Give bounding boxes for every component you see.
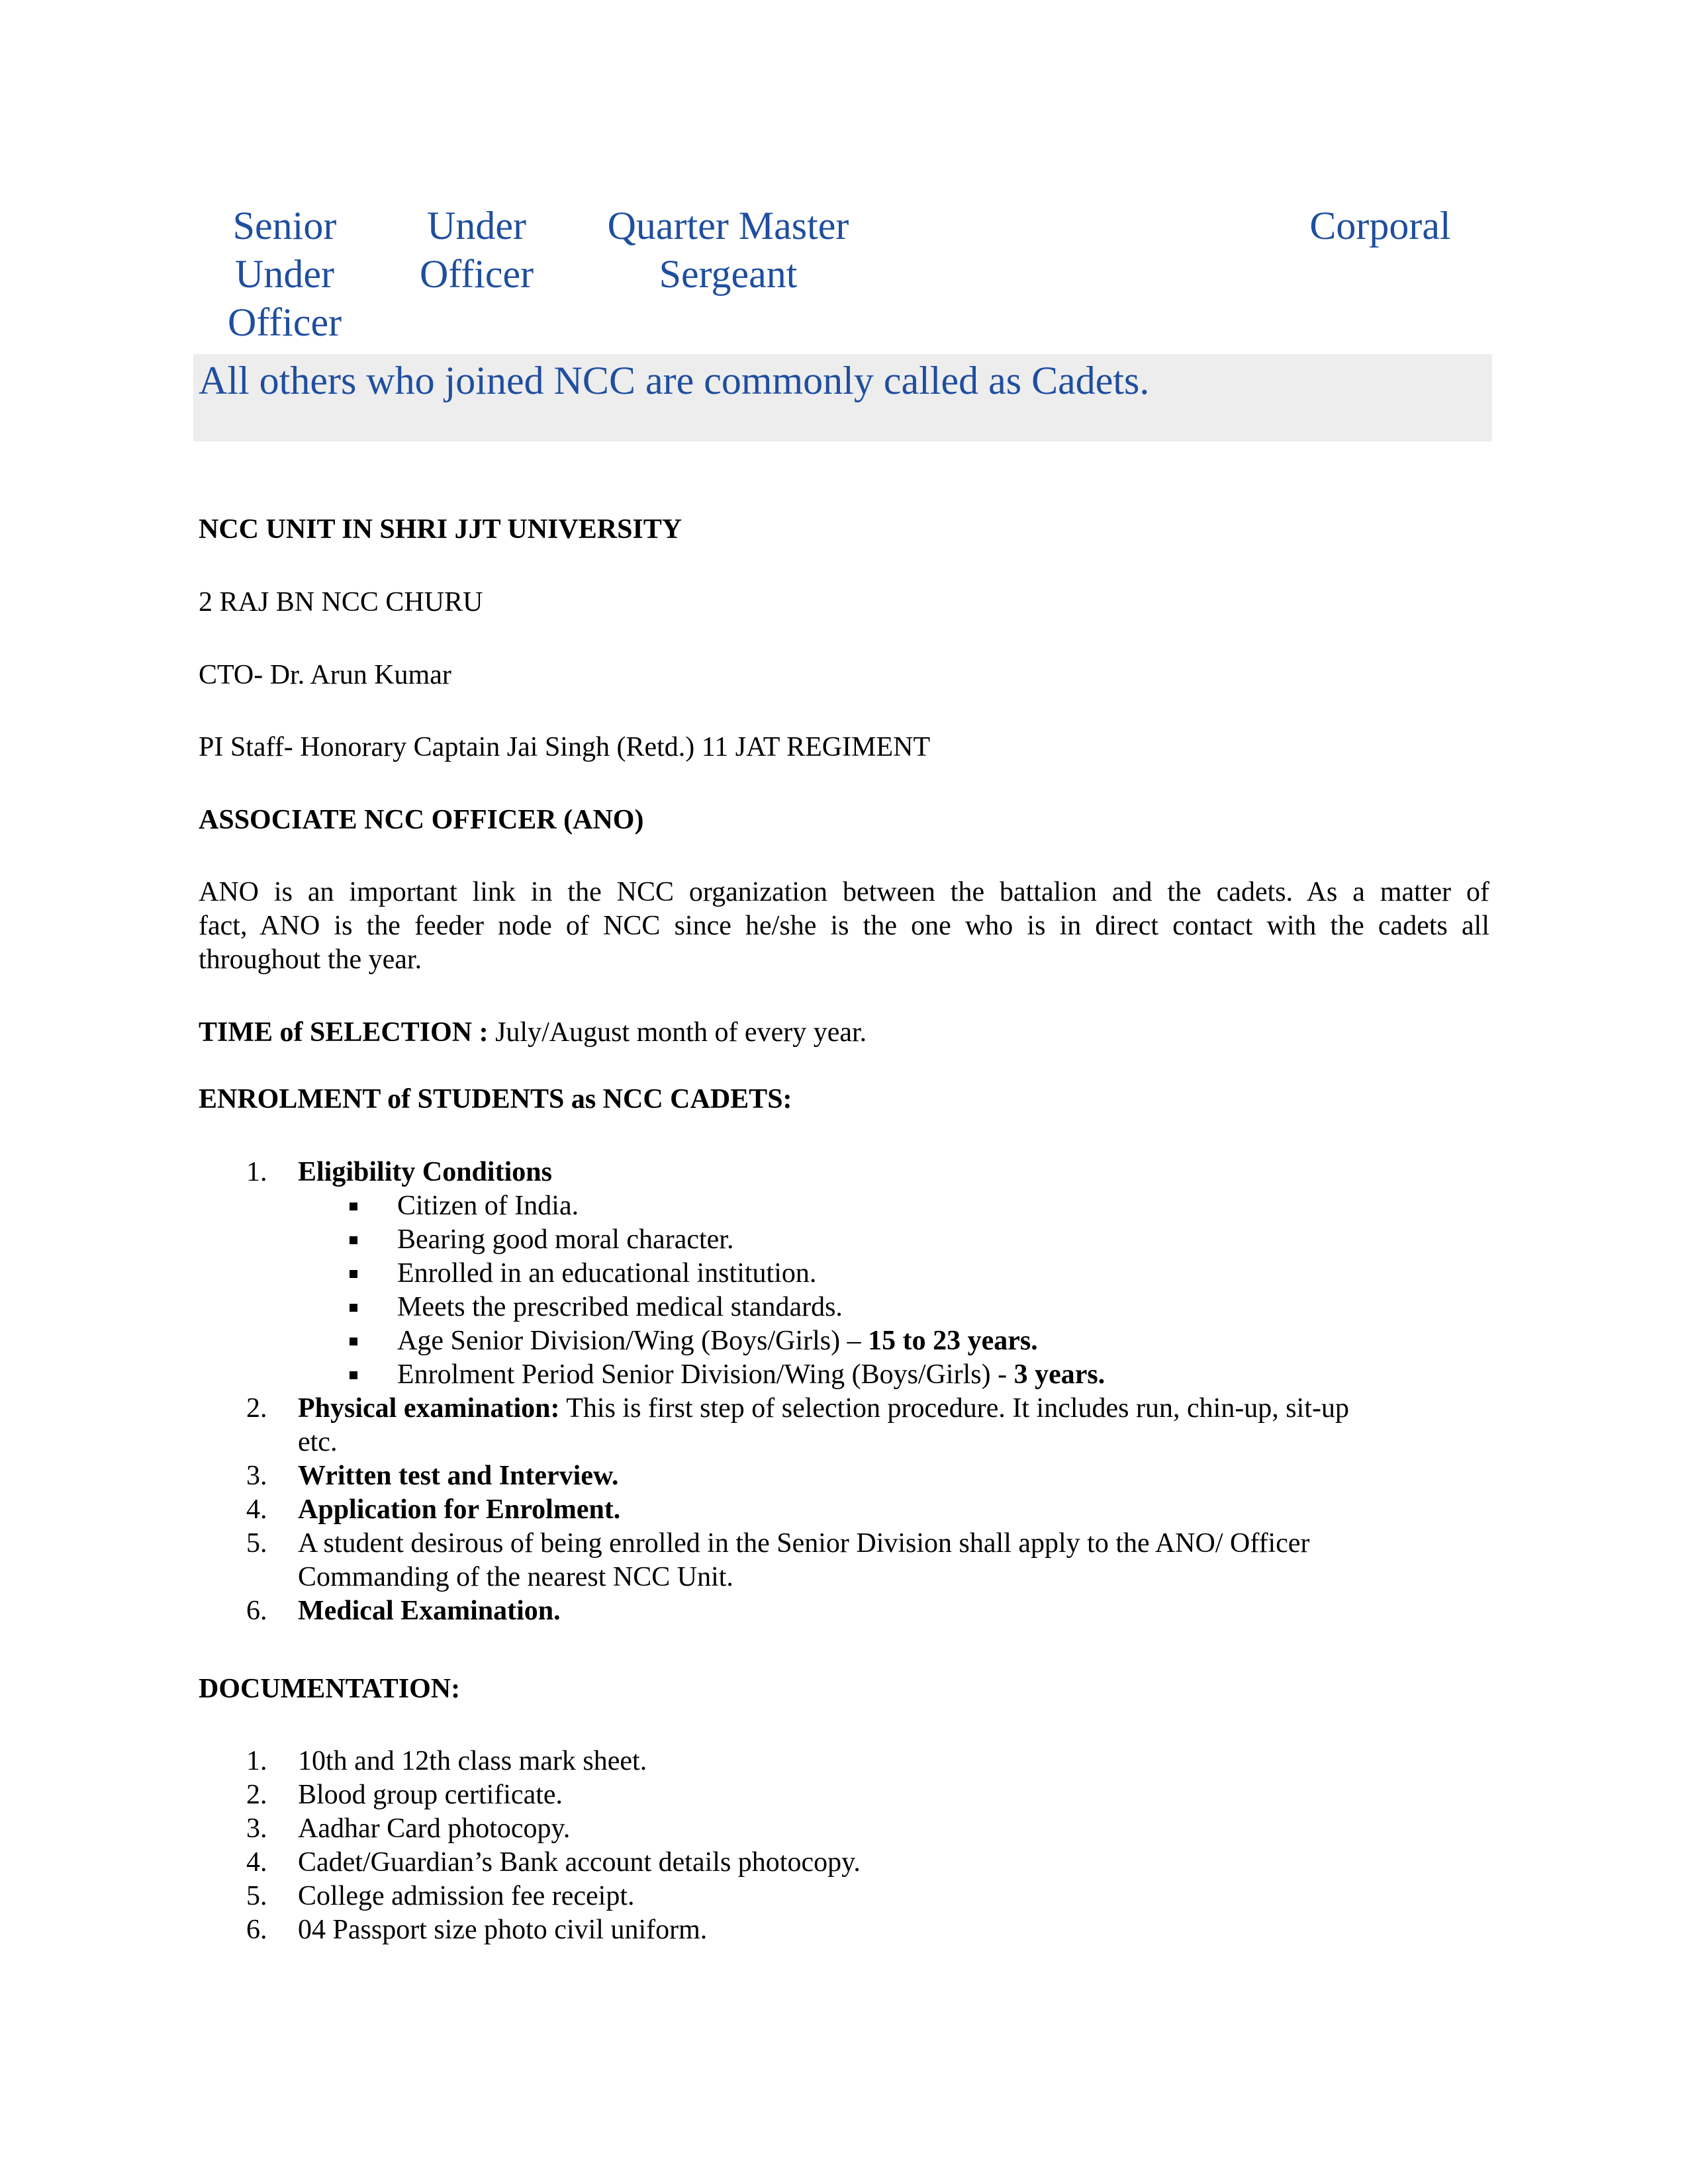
list-item <box>199 1913 1489 1947</box>
selection-value: July/August month of every year. <box>488 1017 867 1048</box>
list-item <box>298 1358 1489 1392</box>
battalion-line: 2 RAJ BN NCC CHURU <box>199 587 483 617</box>
cadets-note: All others who joined NCC are commonly called as Cadets. <box>199 359 1150 402</box>
list-text: Commanding of the nearest NCC Unit. <box>298 1562 733 1592</box>
rank-corporal <box>1297 202 1463 250</box>
rank-line: Under <box>235 252 334 296</box>
selection-label: TIME of SELECTION : <box>199 1017 489 1048</box>
condition-text: Enrolment Period Senior Division/Wing (Boys/Girls) - <box>397 1359 1014 1390</box>
condition-text: Enrolled in an educational institution. <box>397 1258 817 1289</box>
list-number: 4. <box>246 1494 267 1525</box>
list-item <box>298 1291 1489 1324</box>
cto-line: CTO- Dr. Arun Kumar <box>199 660 451 690</box>
list-item <box>298 1189 1489 1223</box>
rank-line: Officer <box>419 252 534 296</box>
list-title: Physical examination: <box>298 1393 560 1424</box>
list-text: etc. <box>298 1427 338 1457</box>
list-text: A student desirous of being enrolled in the Senior Division shall apply to the ANO/ Officer <box>298 1528 1310 1559</box>
list-item <box>199 1156 1489 1392</box>
rank-line: Sergeant <box>659 252 798 296</box>
list-item <box>199 1493 1489 1527</box>
list-item <box>298 1257 1489 1291</box>
rank-line: Officer <box>227 300 342 344</box>
rank-under-officer <box>404 202 549 298</box>
ano-heading: ASSOCIATE NCC OFFICER (ANO) <box>199 805 644 835</box>
list-number: 4. <box>246 1847 267 1878</box>
rank-line: Under <box>427 204 526 248</box>
paragraph-line: throughout the year. <box>199 944 422 975</box>
condition-text: Age Senior Division/Wing (Boys/Girls) – <box>397 1326 868 1356</box>
list-text: This is first step of selection procedure. It includes run, chin-up, sit-up <box>559 1393 1349 1424</box>
list-item <box>298 1223 1489 1257</box>
condition-text: Citizen of India. <box>397 1191 579 1221</box>
rank-quarter-master-sergeant <box>583 202 874 298</box>
list-text: Cadet/Guardian’s Bank account details photocopy. <box>298 1847 861 1878</box>
list-item <box>199 1527 1489 1594</box>
list-item <box>199 1459 1489 1493</box>
condition-text: Meets the prescribed medical standards. <box>397 1292 843 1322</box>
list-title: Written test and Interview. <box>298 1461 619 1491</box>
condition-text: Bearing good moral character. <box>397 1224 734 1255</box>
rank-senior-under-officer <box>218 202 351 347</box>
list-number: 6. <box>246 1596 267 1626</box>
list-number: 2. <box>246 1780 267 1810</box>
list-number: 1. <box>246 1746 267 1776</box>
bullet-icon <box>350 1270 357 1278</box>
rank-line: Quarter Master <box>607 204 849 248</box>
list-text: 10th and 12th class mark sheet. <box>298 1746 647 1776</box>
eligibility-conditions <box>298 1189 1489 1392</box>
documentation-heading: DOCUMENTATION: <box>199 1674 461 1704</box>
list-item <box>199 1880 1489 1913</box>
list-item <box>199 1778 1489 1812</box>
pi-staff-line: PI Staff- Honorary Captain Jai Singh (Retd.) 11 JAT REGIMENT <box>199 732 931 762</box>
list-item <box>298 1324 1489 1358</box>
unit-heading: NCC UNIT IN SHRI JJT UNIVERSITY <box>199 514 682 545</box>
paragraph-line: fact, ANO is the feeder node of NCC since he/she is the one who is in direct contact with the cadets all <box>199 911 1489 941</box>
bullet-icon <box>350 1338 357 1345</box>
paragraph-line: ANO is an important link in the NCC organization between the battalion and the cadets. As a matter of <box>199 877 1489 907</box>
list-title: Eligibility Conditions <box>298 1157 552 1187</box>
bullet-icon <box>350 1203 357 1210</box>
list-number: 3. <box>246 1813 267 1844</box>
list-text: College admission fee receipt. <box>298 1881 635 1911</box>
list-item <box>199 1392 1489 1459</box>
list-number: 2. <box>246 1393 267 1424</box>
list-item <box>199 1846 1489 1880</box>
list-item <box>199 1812 1489 1846</box>
rank-line: Senior <box>232 204 337 248</box>
list-number: 5. <box>246 1881 267 1911</box>
selection-time <box>199 1016 867 1050</box>
ano-paragraph <box>199 876 1489 977</box>
rank-line: Corporal <box>1309 204 1451 248</box>
bullet-icon <box>350 1304 357 1312</box>
condition-bold: 3 years. <box>1013 1359 1105 1390</box>
list-title: Application for Enrolment. <box>298 1494 621 1525</box>
enrolment-heading: ENROLMENT of STUDENTS as NCC CADETS: <box>199 1084 792 1115</box>
list-number: 6. <box>246 1915 267 1945</box>
list-text: Blood group certificate. <box>298 1780 563 1810</box>
condition-bold: 15 to 23 years. <box>868 1326 1038 1356</box>
cadets-note-box <box>193 354 1492 441</box>
bullet-icon <box>350 1371 357 1379</box>
list-number: 1. <box>246 1157 267 1187</box>
list-item <box>199 1594 1489 1628</box>
documentation-list <box>199 1745 1489 1947</box>
bullet-icon <box>350 1236 357 1244</box>
enrolment-steps <box>199 1156 1489 1628</box>
list-number: 3. <box>246 1461 267 1491</box>
list-text: Aadhar Card photocopy. <box>298 1813 571 1844</box>
list-number: 5. <box>246 1528 267 1559</box>
list-title: Medical Examination. <box>298 1596 561 1626</box>
list-text: 04 Passport size photo civil uniform. <box>298 1915 708 1945</box>
list-item <box>199 1745 1489 1778</box>
